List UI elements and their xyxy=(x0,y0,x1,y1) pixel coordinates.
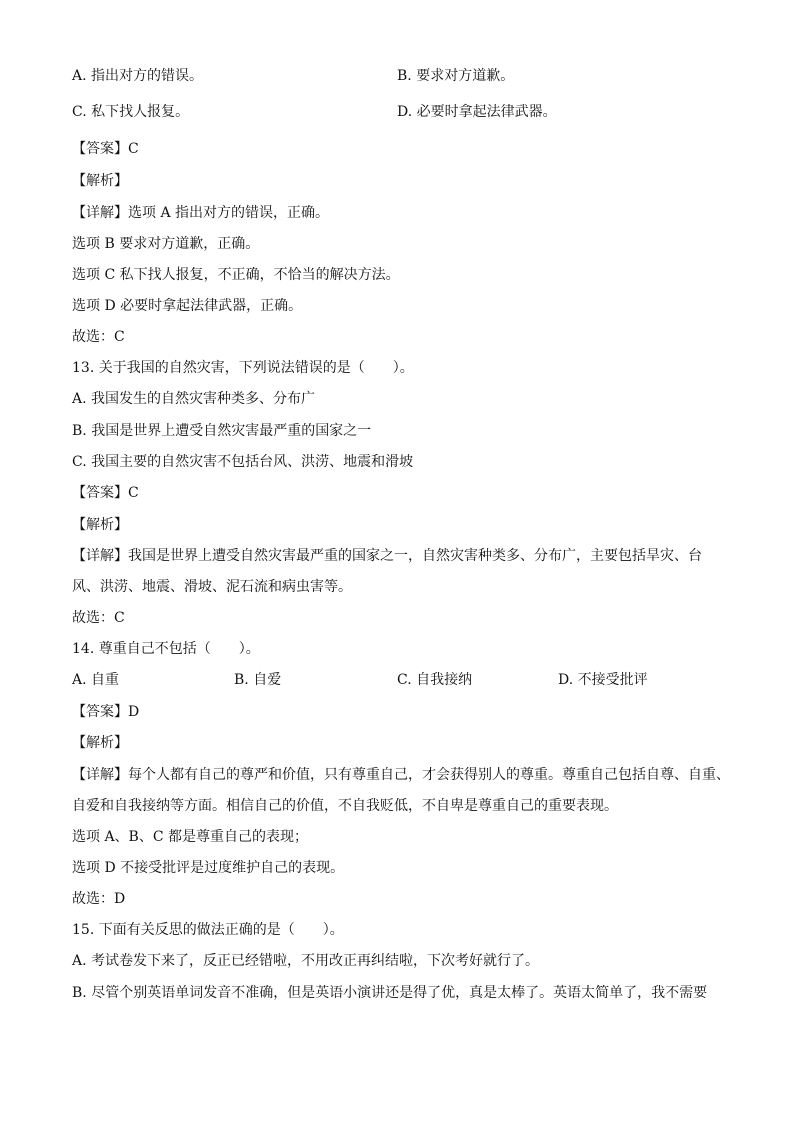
q14-detail-1: 【详解】每个人都有自己的尊严和价值，只有尊重自己，才会获得别人的尊重。尊重自己包括自尊、自重、 xyxy=(72,767,730,783)
q12-option-a: A. 指出对方的错误。 xyxy=(72,68,204,84)
q12-detail-1: 【详解】选项 A 指出对方的错误，正确。 xyxy=(72,205,330,221)
q12-answer: 【答案】C xyxy=(72,141,139,157)
q13-option-b: B. 我国是世界上遭受自然灾害最严重的国家之一 xyxy=(72,423,372,439)
q13-option-a: A. 我国发生的自然灾害种类多、分布广 xyxy=(72,391,316,407)
q14-stem: 14. 尊重自己不包括（ ）。 xyxy=(72,641,260,657)
q14-analysis-label: 【解析】 xyxy=(72,735,128,751)
q13-stem: 13. 关于我国的自然灾害，下列说法错误的是（ ）。 xyxy=(72,360,414,376)
q14-choice: 故选：D xyxy=(72,891,126,907)
q12-detail-4: 选项 D 必要时拿起法律武器，正确。 xyxy=(72,298,303,314)
q14-answer: 【答案】D xyxy=(72,704,140,720)
q12-option-d: D. 必要时拿起法律武器。 xyxy=(397,104,557,120)
q13-detail-2: 风、洪涝、地震、滑坡、泥石流和病虫害等。 xyxy=(72,579,352,595)
q14-option-b: B. 自爱 xyxy=(234,672,282,688)
q13-choice: 故选：C xyxy=(72,610,125,626)
q15-option-b: B. 尽管个别英语单词发音不准确，但是英语小演讲还是得了优，真是太棒了。英语太简单了，我不需要 xyxy=(72,985,708,1001)
q15-stem: 15. 下面有关反思的做法正确的是（ ）。 xyxy=(72,922,344,938)
q13-detail-1: 【详解】我国是世界上遭受自然灾害最严重的国家之一，自然灾害种类多、分布广，主要包括旱灾、台 xyxy=(72,548,702,564)
q14-option-a: A. 自重 xyxy=(72,672,120,688)
q12-detail-2: 选项 B 要求对方道歉，正确。 xyxy=(72,236,260,252)
q13-analysis-label: 【解析】 xyxy=(72,517,128,533)
q12-analysis-label: 【解析】 xyxy=(72,173,128,189)
q12-choice: 故选：C xyxy=(72,329,125,345)
q12-option-b: B. 要求对方道歉。 xyxy=(397,68,515,84)
q15-option-a: A. 考试卷发下来了，反正已经错啦，不用改正再纠结啦，下次考好就行了。 xyxy=(72,953,540,969)
q13-option-c: C. 我国主要的自然灾害不包括台风、洪涝、地震和滑坡 xyxy=(72,454,414,470)
q13-answer: 【答案】C xyxy=(72,485,139,501)
q14-option-d: D. 不接受批评 xyxy=(558,672,648,688)
q12-detail-3: 选项 C 私下找人报复，不正确，不恰当的解决方法。 xyxy=(72,267,400,283)
q14-detail-2: 自爱和自我接纳等方面。相信自己的价值，不自我贬低，不自卑是尊重自己的重要表现。 xyxy=(72,798,618,814)
q14-detail-3: 选项 A、B、C 都是尊重自己的表现； xyxy=(72,829,309,845)
q14-option-c: C. 自我接纳 xyxy=(397,672,473,688)
q12-option-c: C. 私下找人报复。 xyxy=(72,104,190,120)
q14-detail-4: 选项 D 不接受批评是过度维护自己的表现。 xyxy=(72,860,345,876)
